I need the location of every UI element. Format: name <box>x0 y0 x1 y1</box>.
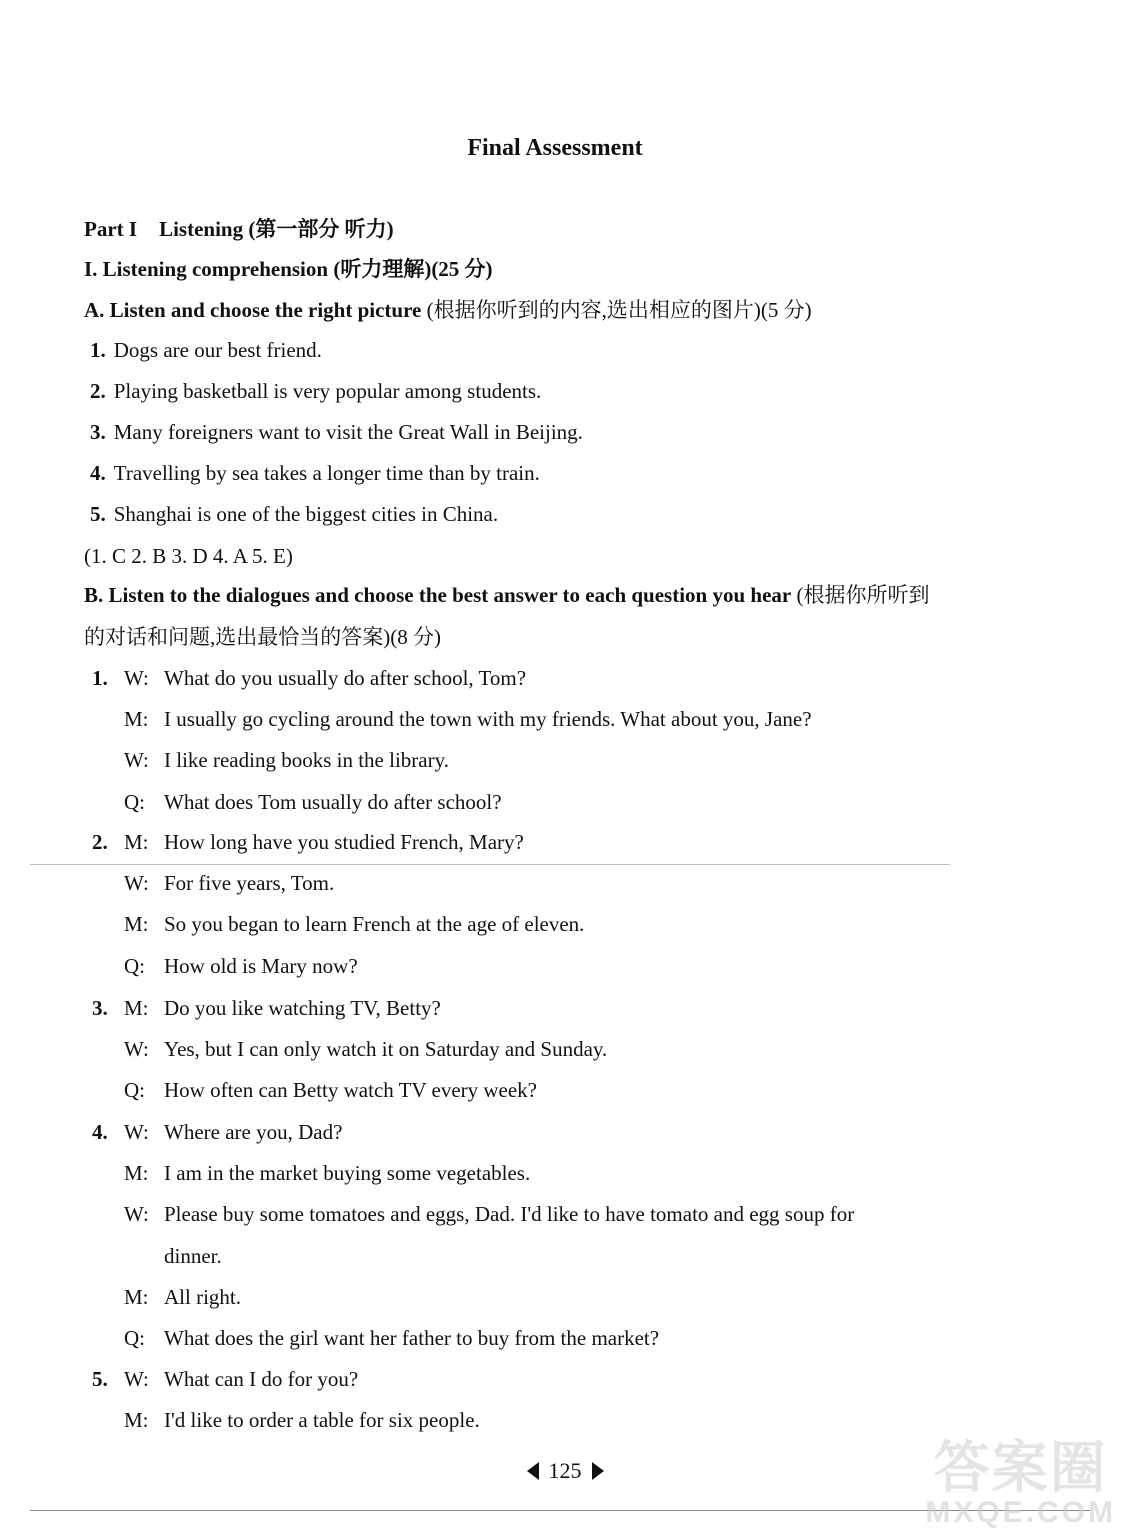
speaker-label: M: <box>124 996 149 1020</box>
watermark-en: MXQE.COM <box>925 1496 1116 1529</box>
item-number: 2. <box>90 379 106 403</box>
item-text: Travelling by sea takes a longer time than by train. <box>113 461 540 485</box>
subsection-a-label-rest: (根据你听到的内容,选出相应的图片)(5 分) <box>426 298 812 322</box>
item-number: 3. <box>90 420 106 444</box>
dialogue-line <box>124 1325 659 1351</box>
dialogue-text: I usually go cycling around the town with my friends. What about you, Jane? <box>164 707 812 731</box>
prev-page-icon <box>527 1462 539 1480</box>
subsection-b-label-rest: (根据你所听到 <box>796 583 930 607</box>
dialogue-text: I'd like to order a table for six people. <box>164 1408 480 1432</box>
next-page-icon <box>592 1462 604 1480</box>
dialogue-number: 5. <box>92 1367 108 1391</box>
dialogue-line <box>124 1119 342 1145</box>
dialogue-text: For five years, Tom. <box>164 871 335 895</box>
list-item <box>90 460 540 486</box>
dialogue-text: What does Tom usually do after school? <box>164 790 502 814</box>
watermark-logo <box>925 1438 1116 1528</box>
speaker-label: W: <box>124 1202 149 1226</box>
speaker-label: W: <box>124 666 149 690</box>
dialogue-text: dinner. <box>164 1244 222 1268</box>
list-item <box>90 378 541 404</box>
section-label-rest: (听力理解)(25 分) <box>333 257 493 281</box>
dialogue-number: 4. <box>92 1120 108 1144</box>
subsection-a-label: A. Listen and choose the right picture <box>84 298 422 322</box>
item-text: Many foreigners want to visit the Great Wall in Beijing. <box>113 420 583 444</box>
dialogue-number: 2. <box>92 830 108 854</box>
watermark-cn: 答案圈 <box>933 1436 1108 1499</box>
subsection-b-heading-line2: 的对话和问题,选出最恰当的答案)(8 分) <box>84 625 441 649</box>
dialogue-text: Yes, but I can only watch it on Saturday and Sunday. <box>164 1037 608 1061</box>
speaker-label: W: <box>124 1037 149 1061</box>
part-label-rest: Listening (第一部分 听力) <box>159 217 394 241</box>
subsection-b-label: B. Listen to the dialogues and choose the best answer to each question you hear <box>84 583 792 607</box>
item-number: 5. <box>90 502 106 526</box>
dialogue-text: I am in the market buying some vegetables. <box>164 1161 531 1185</box>
speaker-label: Q: <box>124 790 145 814</box>
dialogue-line <box>124 706 812 732</box>
dialogue-line <box>124 1036 607 1062</box>
dialogue-line <box>124 789 502 815</box>
page-title: Final Assessment <box>467 135 643 161</box>
speaker-label: M: <box>124 707 149 731</box>
speaker-label: M: <box>124 1408 149 1432</box>
dialogue-text: So you began to learn French at the age of eleven. <box>164 912 585 936</box>
dialogue-line <box>124 747 449 773</box>
dialogue-text: Do you like watching TV, Betty? <box>164 996 441 1020</box>
dialogue-text: How often can Betty watch TV every week? <box>164 1078 538 1102</box>
dialogue-line <box>124 1407 480 1433</box>
dialogue-text: What do you usually do after school, Tom? <box>164 666 527 690</box>
dialogue-number: 3. <box>92 996 108 1020</box>
list-item <box>90 337 322 363</box>
part-label: Part I <box>84 217 138 241</box>
dialogue-line <box>124 1366 358 1392</box>
speaker-label: W: <box>124 871 149 895</box>
dialogue-line <box>124 1284 241 1310</box>
list-item <box>90 501 498 527</box>
item-number: 1. <box>90 338 106 362</box>
dialogue-line <box>124 870 334 896</box>
section-label: I. Listening comprehension <box>84 257 329 281</box>
speaker-label: W: <box>124 1120 149 1144</box>
speaker-label: Q: <box>124 1326 145 1350</box>
item-text: Playing basketball is very popular among students. <box>113 379 542 403</box>
dialogue-text: What does the girl want her father to buy from the market? <box>164 1326 660 1350</box>
speaker-label: M: <box>124 830 149 854</box>
dialogue-line <box>124 995 441 1021</box>
dialogue-line <box>124 953 358 979</box>
dialogue-number: 1. <box>92 666 108 690</box>
dialogue-text: I like reading books in the library. <box>164 748 449 772</box>
item-text: Dogs are our best friend. <box>113 338 322 362</box>
dialogue-text: How long have you studied French, Mary? <box>164 830 524 854</box>
speaker-label: M: <box>124 912 149 936</box>
speaker-label: Q: <box>124 954 145 978</box>
item-text: Shanghai is one of the biggest cities in China. <box>113 502 499 526</box>
part-heading <box>84 216 394 242</box>
dialogue-line <box>124 1201 854 1227</box>
item-number: 4. <box>90 461 106 485</box>
dialogue-line <box>124 829 524 855</box>
speaker-label: W: <box>124 748 149 772</box>
speaker-label: Q: <box>124 1078 145 1102</box>
list-item <box>90 419 583 445</box>
dialogue-text: Where are you, Dad? <box>164 1120 343 1144</box>
speaker-label: M: <box>124 1161 149 1185</box>
section-heading <box>84 256 493 282</box>
speaker-label: M: <box>124 1285 149 1309</box>
dialogue-line <box>124 665 526 691</box>
answer-key: (1. C 2. B 3. D 4. A 5. E) <box>84 544 293 568</box>
dialogue-text: How old is Mary now? <box>164 954 358 978</box>
dialogue-line <box>124 1160 530 1186</box>
scan-artifact-line <box>30 864 950 865</box>
speaker-label: W: <box>124 1367 149 1391</box>
dialogue-line <box>124 911 584 937</box>
page-number: 125 <box>548 1458 582 1483</box>
dialogue-line <box>164 1243 222 1269</box>
dialogue-text: Please buy some tomatoes and eggs, Dad. I'd like to have tomato and egg soup for <box>164 1202 855 1226</box>
subsection-a-heading <box>84 297 812 323</box>
dialogue-text: All right. <box>164 1285 241 1309</box>
subsection-b-heading <box>84 582 929 608</box>
dialogue-text: What can I do for you? <box>164 1367 359 1391</box>
dialogue-line <box>124 1077 537 1103</box>
